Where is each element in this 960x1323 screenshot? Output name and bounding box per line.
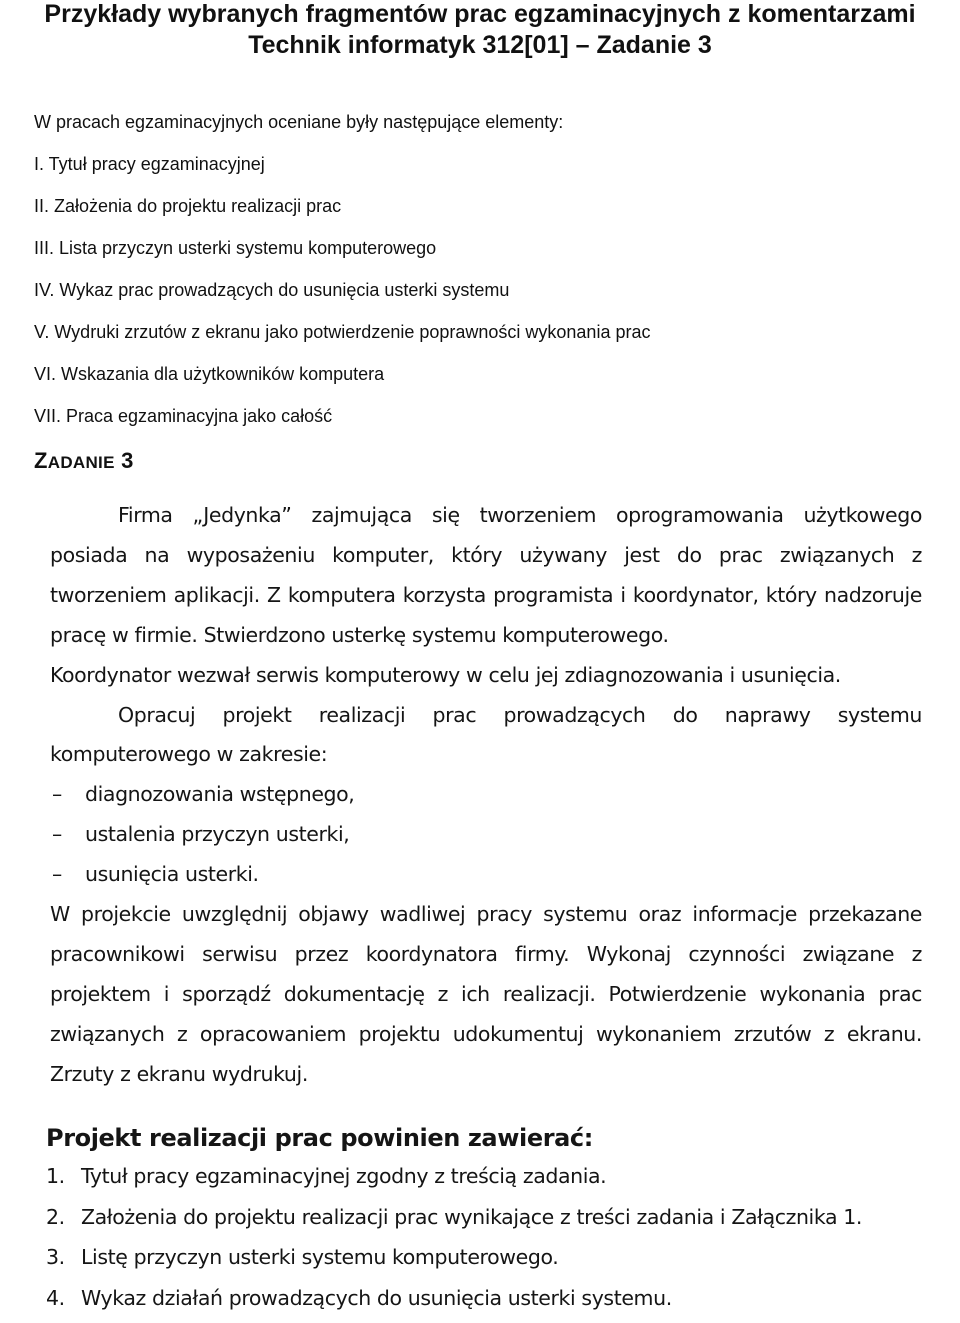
requirement-item <box>46 1278 926 1319</box>
project-requirements <box>46 1120 926 1318</box>
requirement-number: 4. <box>46 1285 65 1310</box>
list-item <box>50 855 922 895</box>
section-heading-number: 3 <box>121 448 134 473</box>
task-scope-list <box>50 775 922 895</box>
requirement-text: Wykaz działań prowadzących do usunięcia usterki systemu. <box>81 1285 672 1310</box>
criterion-item: V. Wydruki zrzutów z ekranu jako potwierdzenie poprawności wykonania prac <box>34 322 651 342</box>
requirement-item <box>46 1156 926 1197</box>
requirements-heading: Projekt realizacji prac powinien zawierać: <box>46 1124 593 1152</box>
dash-bullet: – <box>52 782 62 807</box>
criterion-item: IV. Wykaz prac prowadzących do usunięcia usterki systemu <box>34 280 510 300</box>
dash-bullet: – <box>52 862 62 887</box>
criterion-item: VII. Praca egzaminacyjna jako całość <box>34 406 333 426</box>
requirement-text: Listę przyczyn usterki systemu komputerowego. <box>81 1245 559 1269</box>
requirement-item <box>46 1197 926 1238</box>
requirements-list <box>46 1156 926 1318</box>
requirement-number: 2. <box>46 1204 65 1229</box>
requirement-text: Założenia do projektu realizacji prac wynikające z treści zadania i Załącznika 1. <box>81 1204 863 1229</box>
task-instruction: Opracuj projekt realizacji prac prowadzących do naprawy systemu komputerowego w zakresie: <box>50 702 922 767</box>
section-heading-rest: ADANIE <box>47 453 115 472</box>
list-item-text: diagnozowania wstępnego, <box>85 782 355 807</box>
task-paragraph: Firma „Jedynka” zajmująca się tworzeniem oprogramowania użytkowego posiada na wyposażeniu komputer, który używany jest do prac związanych z tworzeniem aplikacji. Z komputera korzysta programista i koordynator, który nadzoruje pracę w firmie. Stwierdzono usterkę systemu komputerowego. <box>50 503 922 647</box>
dash-bullet: – <box>52 822 62 847</box>
requirement-number: 3. <box>46 1245 65 1269</box>
requirement-text: Tytuł pracy egzaminacyjnej zgodny z treścią zadania. <box>81 1164 607 1188</box>
requirement-number: 1. <box>46 1164 65 1188</box>
criterion-item: II. Założenia do projektu realizacji prac <box>34 196 342 216</box>
section-heading <box>34 448 134 474</box>
list-item-text: ustalenia przyczyn usterki, <box>85 822 350 847</box>
criterion-item: VI. Wskazania dla użytkowników komputera <box>34 364 385 384</box>
list-item <box>50 815 922 855</box>
requirement-item <box>46 1237 926 1278</box>
evaluation-lead: W pracach egzaminacyjnych oceniane były następujące elementy: <box>34 112 564 132</box>
list-item-text: usunięcia usterki. <box>85 862 259 887</box>
section-heading-initial: Z <box>34 448 48 473</box>
task-description <box>50 496 922 1095</box>
evaluation-criteria-list <box>34 101 650 437</box>
criterion-item: III. Lista przyczyn usterki systemu komputerowego <box>34 238 437 258</box>
task-paragraph: W projekcie uwzględnij objawy wadliwej pracy systemu oraz informacje przekazane pracownikowi serwisu przez koordynatora firmy. Wykonaj czynności związane z projektem i sporządź dokumentację z ich realizacji. Potwierdzenie wykonania prac związanych z opracowaniem projektu udokumentuj wykonaniem zrzutów z ekranu. Zrzuty z ekranu wydrukuj. <box>50 902 922 1086</box>
criterion-item: I. Tytuł pracy egzaminacyjnej <box>34 154 265 174</box>
document-subtitle: Technik informatyk 312[01] – Zadanie 3 <box>248 31 712 59</box>
task-paragraph-ending: Koordynator wezwał serwis komputerowy w celu jej zdiagnozowania i usunięcia. <box>50 662 841 687</box>
list-item <box>50 775 922 815</box>
document-title: Przykłady wybranych fragmentów prac egzaminacyjnych z komentarzami <box>44 0 916 28</box>
